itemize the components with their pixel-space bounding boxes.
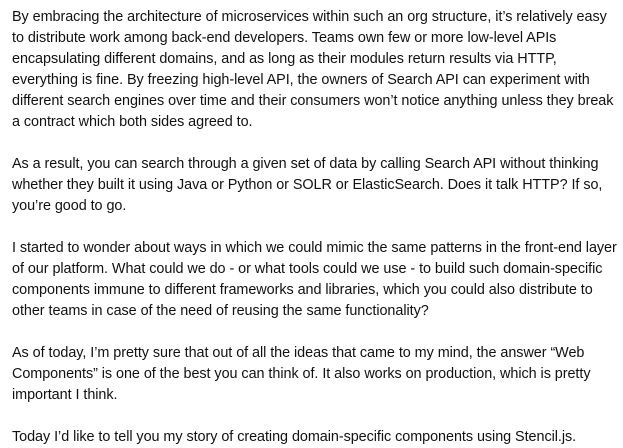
paragraph-front-end-patterns: I started to wonder about ways in which we could mimic the same patterns in the front-end layer of our platform. What could we do - or what tools could we use - to build such domain-specific components immune to different frameworks and libraries, which you could also distribute to other teams in case of the need of reusing the same functionality? xyxy=(12,240,617,319)
paragraph-web-components: As of today, I’m pretty sure that out of all the ideas that came to my mind, the answer “Web Components” is one of the best you can think of. It also works on production, which is pretty important I think. xyxy=(12,345,591,403)
paragraph-stencil-intro: Today I’d like to tell you my story of creating domain-specific components using Stencil.js. xyxy=(12,429,577,445)
article-body xyxy=(12,7,617,448)
paragraph-microservices: By embracing the architecture of microservices within such an org structure, it’s relatively easy to distribute work among back-end developers. Teams own few or more low-level APIs encapsulating different domains, and as long as their modules return results via HTTP, everything is fine. By freezing high-level API, the owners of Search API can experiment with different search engines over time and their consumers won’t notice anything unless they break a contract which both sides agreed to. xyxy=(12,9,614,130)
paragraph-search-api: As a result, you can search through a given set of data by calling Search API without thinking whether they built it using Java or Python or SOLR or ElasticSearch. Does it talk HTTP? If so, you’re good to go. xyxy=(12,156,603,214)
